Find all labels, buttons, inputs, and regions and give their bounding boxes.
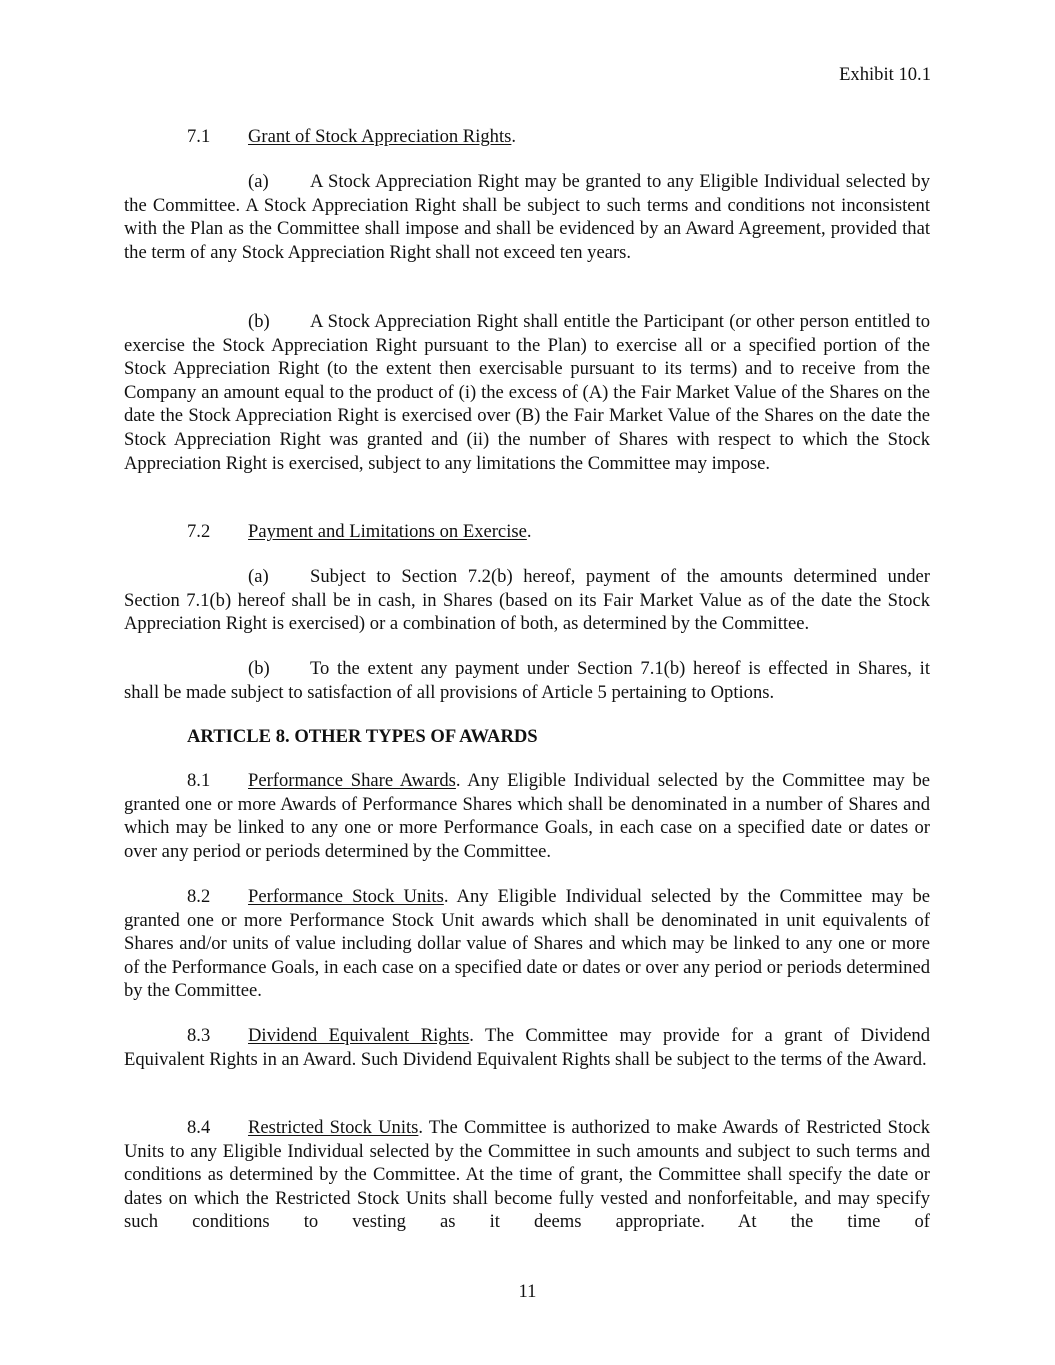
paragraph-label: (b)	[248, 658, 270, 679]
section-number: 8.4	[187, 1117, 211, 1138]
section-8-3	[124, 1024, 930, 1071]
section-number: 8.2	[187, 886, 211, 907]
punct: .	[511, 126, 517, 147]
paragraph-label: (b)	[248, 311, 270, 332]
paragraph-7-2-b	[124, 657, 930, 704]
section-7-2-heading	[124, 520, 930, 544]
section-text: . The Committee may provide for a grant of Dividend Equivalent Rights in an Award. Such Dividend Equivalent Rights shall be subject to the terms of the Award.	[124, 1025, 931, 1070]
punct: .	[526, 521, 532, 542]
section-number: 8.3	[187, 1025, 211, 1046]
section-title: Restricted Stock Units	[248, 1117, 419, 1138]
paragraph-text: To the extent any payment under Section 7.1(b) hereof is effected in Shares, it shall be made subject to satisfaction of all provisions of Article 5 pertaining to Options.	[124, 658, 930, 703]
section-title: Dividend Equivalent Rights	[248, 1025, 470, 1046]
section-7-1-heading	[124, 125, 930, 149]
paragraph-7-2-a	[124, 565, 930, 636]
paragraph-label: (a)	[248, 171, 269, 192]
paragraph-text: A Stock Appreciation Right shall entitle the Participant (or other person entitled to exercise the Stock Appreciation Right pursuant to the Plan) to exercise all or a specified portion of the Stock Appreciation Right (to the extent then exercisable pursuant to its terms) and to receive from the Company an amount equal to the product of (i) the excess of (A) the Fair Market Value of the Shares on the date the Stock Appreciation Right is exercised over (B) the Fair Market Value of the Shares on the date the Stock Appreciation Right was granted and (ii) the number of Shares with respect to which the Stock Appreciation Right is exercised, subject to any limitations the Committee may impose.	[124, 311, 930, 474]
paragraph-7-1-b	[124, 310, 930, 475]
section-title: Payment and Limitations on Exercise	[248, 521, 527, 542]
paragraph-7-1-a	[124, 170, 930, 264]
section-number: 8.1	[187, 770, 211, 791]
section-title: Performance Share Awards	[248, 770, 456, 791]
section-number: 7.1	[187, 126, 211, 147]
section-8-2	[124, 885, 930, 1003]
section-8-1	[124, 769, 930, 863]
section-text: . Any Eligible Individual selected by the Committee may be granted one or more Awards of Performance Shares which shall be denominated in a number of Shares and which may be linked to any one or more Performance Goals, in each case on a specified date or dates or over any period or periods determined by the Committee.	[124, 770, 930, 862]
article-8-heading: ARTICLE 8. OTHER TYPES OF AWARDS	[187, 726, 538, 747]
section-title: Grant of Stock Appreciation Rights	[248, 126, 512, 147]
paragraph-label: (a)	[248, 566, 269, 587]
section-number: 7.2	[187, 521, 211, 542]
section-text: . The Committee is authorized to make Awards of Restricted Stock Units to any Eligible Individual selected by the Committee in such amounts and subject to such terms and conditions as determined by the Committee. At the time of grant, the Committee shall specify the date or dates on which the Restricted Stock Units shall become fully vested and nonforfeitable, and may specify such conditions to vesting as it deems appropriate. At the time of	[124, 1117, 931, 1233]
exhibit-label: Exhibit 10.1	[839, 64, 931, 85]
paragraph-text: A Stock Appreciation Right may be granted to any Eligible Individual selected by the Committee. A Stock Appreciation Right shall be subject to such terms and conditions not inconsistent with the Plan as the Committee shall impose and shall be evidenced by an Award Agreement, provided that the term of any Stock Appreciation Right shall not exceed ten years.	[124, 171, 930, 263]
page-number: 11	[518, 1281, 537, 1302]
paragraph-text: Subject to Section 7.2(b) hereof, payment of the amounts determined under Section 7.1(b) hereof shall be in cash, in Shares (based on its Fair Market Value as of the date the Stock Appreciation Right is exercised) or a combination of both, as determined by the Committee.	[124, 566, 930, 635]
section-8-4	[124, 1116, 930, 1234]
section-title: Performance Stock Units	[248, 886, 444, 907]
section-text: . Any Eligible Individual selected by the Committee may be granted one or more Performance Stock Unit awards which shall be denominated in unit equivalents of Shares and/or units of value including dollar value of Shares and which may be linked to any one or more of the Performance Goals, in each case on a specified date or dates or over any period or periods determined by the Committee.	[124, 886, 930, 1002]
